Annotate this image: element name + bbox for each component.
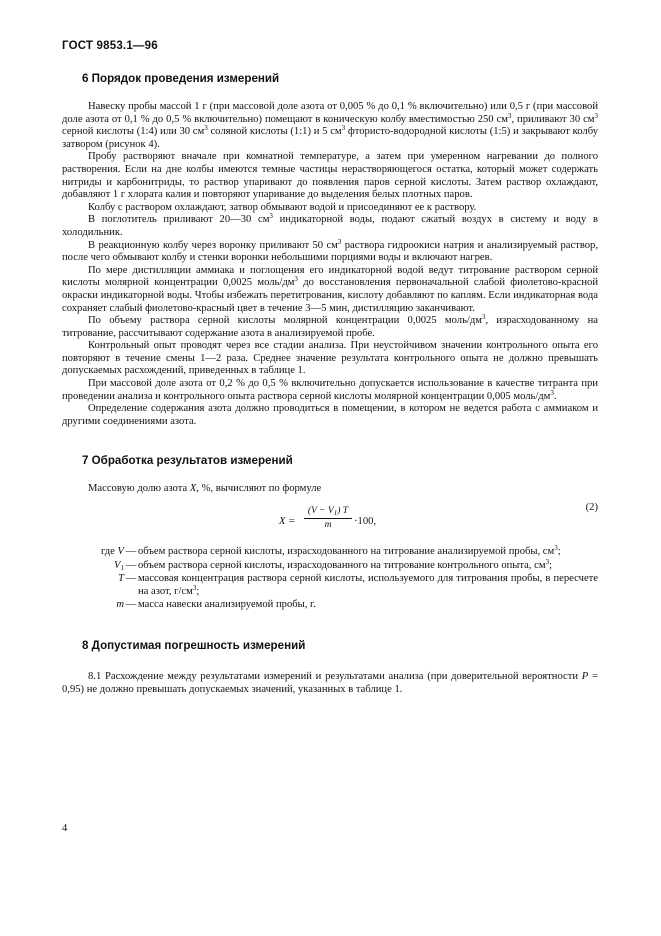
section-7-title: 7 Обработка результатов измерений — [82, 454, 293, 468]
page-number: 4 — [62, 823, 68, 834]
paragraph: По объему раствора серной кислоты молярной концентрации 0,0025 моль/$дм^3$, израсходованному на титрование, рассчитывают содержание азота в анализируемой пробе. — [62, 313, 599, 339]
definition-symbol: m — [116, 599, 124, 611]
definition-text: объем раствора серной кислоты, израсходованного на титрование анализируемой пробы, $см^3$; — [138, 544, 561, 558]
document-body — [62, 68, 598, 696]
section-8-paragraph: 8.1 Расхождение между результатами измерений и результатами анализа (при доверительной вероятности P = 0,95) не должно превышать допускаемых значений, указанных в таблице 1. — [62, 671, 598, 695]
section-6-title: 6 Порядок проведения измерений — [82, 72, 280, 85]
formula-tail: ·100, — [354, 516, 377, 528]
paragraph: Определение содержания азота должно проводиться в помещении, в котором не ведется работа с аммиаком и другими соединениями азота. — [62, 403, 598, 427]
definition-symbol: T — [118, 573, 124, 585]
formula-number: (2) — [585, 502, 598, 514]
paragraph: Навеску пробы массой 1 г (при массовой доле азота от 0,005 % до 0,1 % включительно) или 0,5 г (при массовой доле азота от 0,1 % до 0,5 % включительно) помещают в коническую колбу вместимостью 250 $см^3$, приливают 30 $см^3$ серной кислоты (1:4) или 30 $см^3$ соляной кислоты (1:1) и 5 $см^3$ фтористо-водородной кислоты (1:5) и закрывают колбу затвором (рисунок 4). — [62, 101, 599, 150]
definition-row: T — массовая концентрация раствора серной кислоты, используемого для титрования пробы, в пересчете на азот, $г/см^3$; — [62, 573, 598, 598]
formula-definitions — [62, 546, 598, 612]
section-6-paragraphs — [62, 101, 598, 428]
paragraph: При массовой доле азота от 0,2 % до 0,5 % включительно допускается использование в качестве титранта при проведении анализа и контрольного опыта раствора серной кислоты молярной концентрации 0,005 моль/$дм^3$. — [62, 378, 598, 402]
definition-row: $V_1$ — объем раствора серной кислоты, израсходованного на титрование контрольного опыта, $см^3$; — [62, 560, 598, 573]
paragraph: Пробу растворяют вначале при комнатной температуре, а затем при умеренном нагревании до полного растворения. Если на дне колбы имеются темные частицы нерастворяющегося остатка, который может содержать нитриды и карбонитриды, то раствор упаривают до появления паров серной кислоты. Затем раствор охлаждают, добавляют 1 г хлората калия и повторяют упаривание до выделения белых плотных паров. — [62, 151, 598, 201]
paragraph: Контрольный опыт проводят через все стадии анализа. При неустойчивом значении контрольного опыта его повторяют в течение смены 1—2 раза. Среднее значение результата контрольного опыта не должно превышать допускаемых расхождений, приведенных в таблице 1. — [62, 340, 598, 377]
definition-row: m — масса навески анализируемой пробы, г. — [62, 599, 598, 612]
paragraph: Колбу с раствором охлаждают, затвор обмывают водой и присоединяют ее к раствору. — [88, 201, 477, 213]
document-header: ГОСТ 9853.1—96 — [62, 40, 158, 52]
formula-fraction — [304, 506, 352, 531]
paragraph: По мере дистилляции аммиака и поглощения его индикаторной водой ведут титрование раствором серной кислоты молярной концентрации 0,0025 моль/$дм^3$ до восстановления первоначальной слабой фиолетово-красной окраски индикаторной воды. Чтобы избежать перетитрования, кислоту добавляют по каплям. Если индикаторная вода сохраняет слабый фиолетово-красный цвет в течение 3—5 мин, дистилляцию заканчивают. — [62, 264, 598, 314]
section-7-intro: Массовую долю азота X, %, вычисляют по формуле — [88, 483, 322, 495]
formula-denominator: m — [324, 520, 332, 531]
definition-text: масса навески анализируемой пробы, г. — [138, 599, 316, 611]
formula-2 — [62, 500, 598, 544]
definition-row: где V — объем раствора серной кислоты, израсходованного на титрование анализируемой пробы, $см^3$; — [62, 546, 598, 559]
definition-symbol: $V_1$ — [114, 559, 124, 572]
paragraph: В реакционную колбу через воронку приливают 50 $см^3$ раствора гидроокиси натрия и анализируемый раствор, после чего обмывают колбу и стенки воронки небольшими порциями воды и включают нагрев. — [62, 237, 599, 264]
section-8-title: 8 Допустимая погрешность измерений — [82, 639, 306, 652]
definition-text: массовая концентрация раствора серной кислоты, используемого для титрования пробы, в пересчете на азот, $г/см^3$; — [138, 573, 598, 597]
definition-text: объем раствора серной кислоты, израсходованного на титрование контрольного опыта, $см^3$; — [138, 557, 553, 571]
fraction-bar — [304, 518, 352, 519]
formula-lhs: X = — [279, 516, 296, 528]
definition-symbol: где V — [100, 546, 124, 558]
formula-numerator: $(V - V_1)$ T — [307, 506, 349, 518]
paragraph: В поглотитель приливают 20—30 $см^3$ индикаторной воды, подают сжатый воздух в систему и воду в холодильник. — [62, 212, 598, 238]
